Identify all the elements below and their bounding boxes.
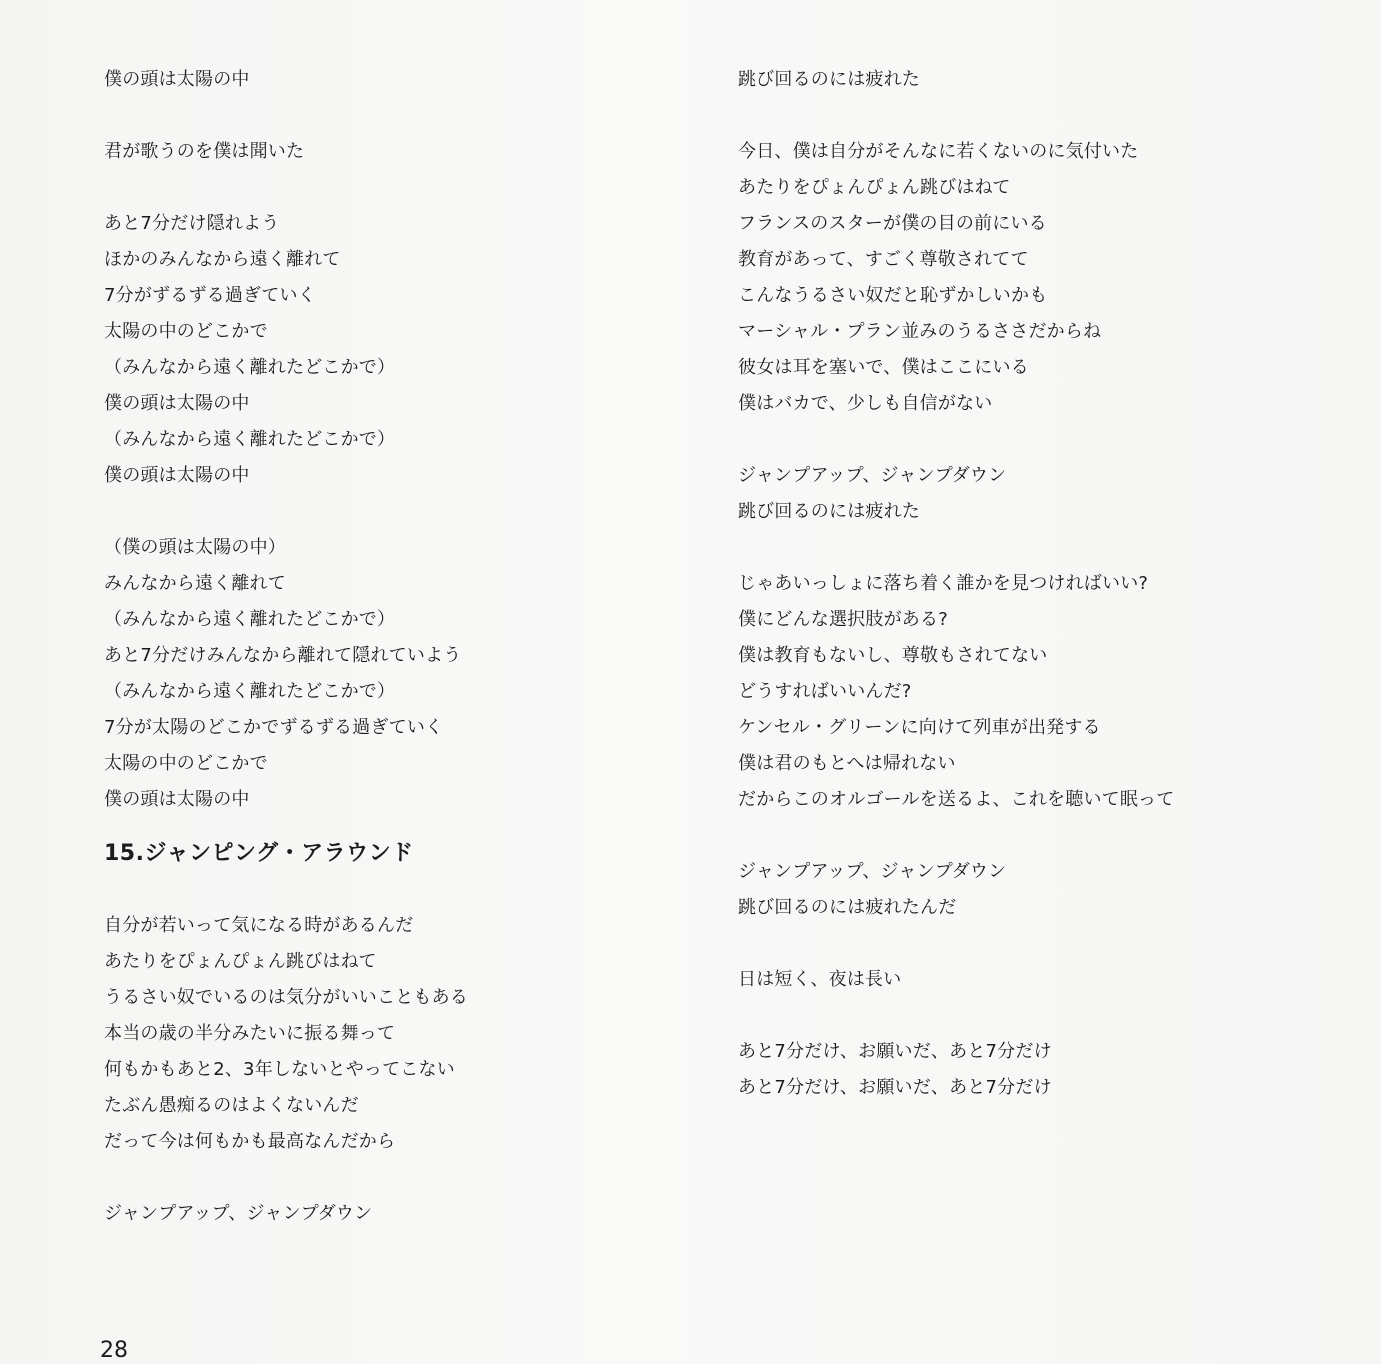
blank-line [104,494,664,530]
lyric-line: 7分が太陽のどこかでずるずる過ぎていく [104,717,444,738]
lyric-line: あたりをぴょんぴょん跳びはねて [738,177,1011,198]
lyric-line: 跳び回るのには疲れたんだ [738,897,957,918]
lyric-line: （みんなから遠く離れたどこかで） [104,357,396,378]
lyric-line: 僕の頭は太陽の中 [104,465,250,486]
blank-line [738,98,1298,134]
lyric-line: 彼女は耳を塞いで、僕はここにいる [738,357,1029,378]
lyric-line: ジャンプアップ、ジャンプダウン [738,861,1007,882]
left-column [104,62,664,1232]
lyric-line: 君が歌うのを僕は聞いた [104,141,305,162]
lyric-line: 何もかもあと2、3年しないとやってこない [104,1059,455,1080]
lyric-line: どうすればいいんだ? [738,681,912,702]
blank-line [738,530,1298,566]
blank-line [738,926,1298,962]
lyric-line: 僕の頭は太陽の中 [104,69,250,90]
lyric-line: 跳び回るのには疲れた [738,69,920,90]
lyric-line: こんなうるさい奴だと恥ずかしいかも [738,285,1048,306]
lyric-line: 日は短く、夜は長い [738,969,902,990]
left-lyrics-block-2 [104,908,664,1232]
lyric-line: ケンセル・グリーンに向けて列車が出発する [738,717,1101,738]
lyric-line: 太陽の中のどこかで [104,321,268,342]
lyric-line: 本当の歳の半分みたいに振る舞って [104,1023,396,1044]
lyric-line: みんなから遠く離れて [104,573,286,594]
right-lyrics-block [738,62,1298,1106]
lyric-line: 僕はバカで、少しも自信がない [738,393,993,414]
page-number: 28 [100,1338,128,1363]
lyric-line: 僕は教育もないし、尊敬もされてない [738,645,1048,666]
right-column [738,62,1298,1106]
lyric-line: あたりをぴょんぴょん跳びはねて [104,951,377,972]
lyric-line: あと7分だけ、お願いだ、あと7分だけ [738,1077,1052,1098]
blank-line [738,818,1298,854]
lyric-line: だからこのオルゴールを送るよ、これを聴いて眠って [738,789,1175,810]
lyric-line: あと7分だけ隠れよう [104,213,280,234]
lyric-line: （みんなから遠く離れたどこかで） [104,681,396,702]
lyric-line: ほかのみんなから遠く離れて [104,249,341,270]
blank-line [104,170,664,206]
lyric-line: （僕の頭は太陽の中） [104,537,286,558]
lyric-line: 僕の頭は太陽の中 [104,393,250,414]
lyric-line: 自分が若いって気になる時があるんだ [104,915,414,936]
lyric-line: ジャンプアップ、ジャンプダウン [104,1203,373,1224]
lyric-line: マーシャル・プラン並みのうるささだからね [738,321,1102,342]
lyric-line: （みんなから遠く離れたどこかで） [104,429,396,450]
lyric-line: （みんなから遠く離れたどこかで） [104,609,396,630]
lyric-line: 7分がずるずる過ぎていく [104,285,316,306]
blank-line [104,98,664,134]
lyric-line: うるさい奴でいるのは気分がいいこともある [104,987,468,1008]
blank-line [104,1160,664,1196]
lyric-line: 教育があって、すごく尊敬されてて [738,249,1029,270]
lyric-line: 太陽の中のどこかで [104,753,268,774]
lyric-line: だって今は何もかも最高なんだから [104,1131,396,1152]
song-heading: 15.ジャンピング・アラウンド [104,841,414,866]
blank-line [738,998,1298,1034]
lyric-line: 僕にどんな選択肢がある? [738,609,948,630]
left-lyrics-block-1 [104,62,664,818]
lyric-line: あと7分だけみんなから離れて隠れていよう [104,645,462,666]
lyric-line: ジャンプアップ、ジャンプダウン [738,465,1007,486]
lyric-line: たぶん愚痴るのはよくないんだ [104,1095,359,1116]
lyric-line: 今日、僕は自分がそんなに若くないのに気付いた [738,141,1139,162]
lyric-line: じゃあいっしょに落ち着く誰かを見つければいい? [738,573,1149,594]
lyric-line: 僕の頭は太陽の中 [104,789,250,810]
lyric-line: 跳び回るのには疲れた [738,501,920,522]
lyric-line: 僕は君のもとへは帰れない [738,753,956,774]
blank-line [738,422,1298,458]
lyric-line: あと7分だけ、お願いだ、あと7分だけ [738,1041,1052,1062]
lyric-line: フランスのスターが僕の目の前にいる [738,213,1047,234]
